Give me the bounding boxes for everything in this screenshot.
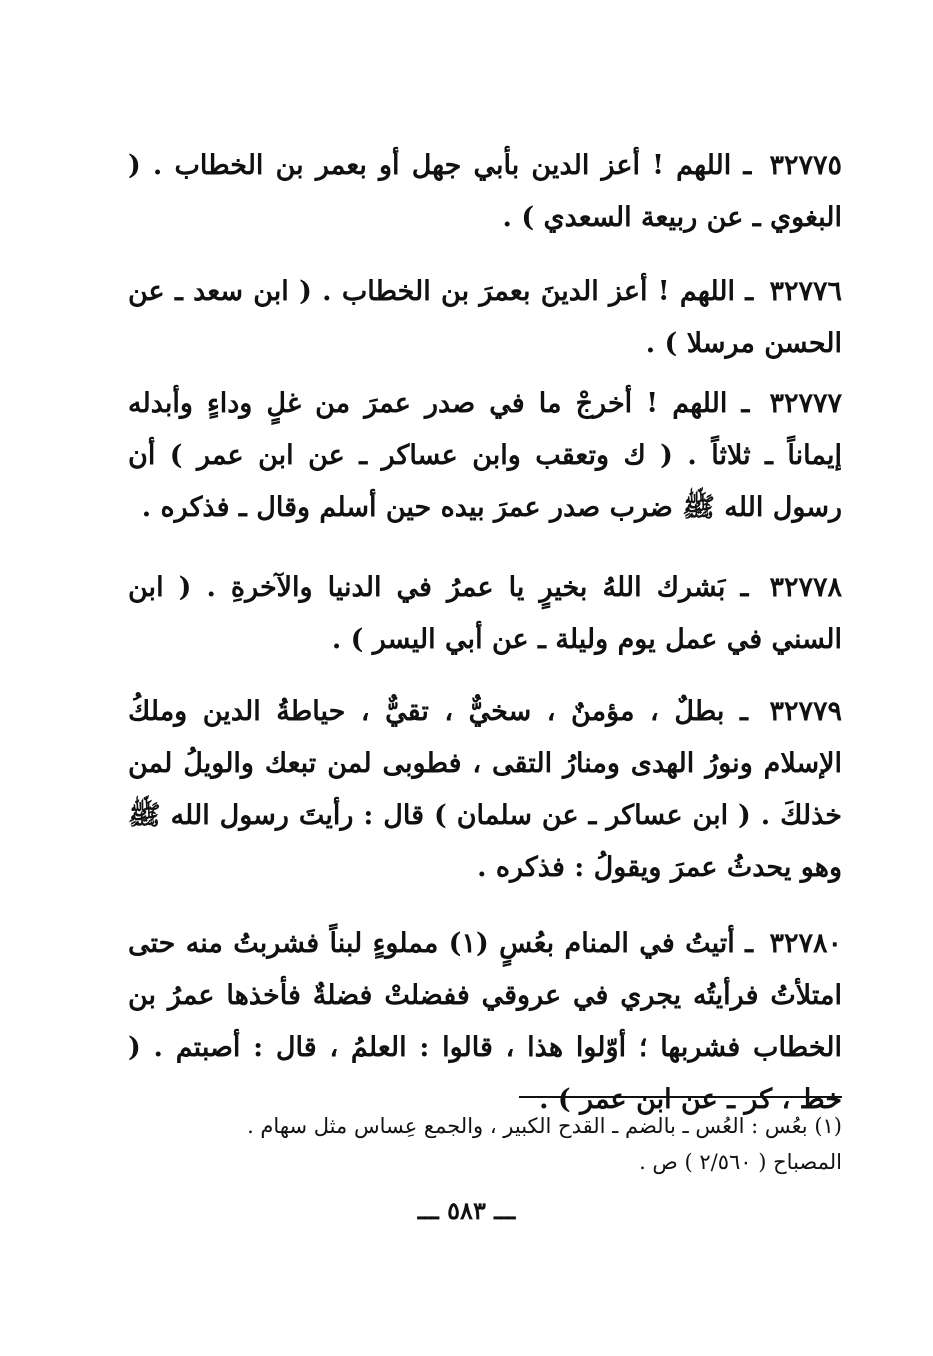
footnote-divider [519, 1096, 842, 1098]
hadith-text: ـ اللهم ! أخرجْ ما في صدر عمرَ من غلٍ وداءٍ وأبدله إيماناً ـ ثلاثاً . ( ك وتعقب وابن عساكر ـ عن ابن عمر ) أن رسول الله ﷺ ضرب صدر عمرَ بيده حين أسلم وقال ـ فذكره . [128, 388, 842, 523]
hadith-block-32780 [128, 918, 842, 1126]
hadith-number: ٣٢٧٧٨ [769, 572, 842, 603]
hadith-number: ٣٢٧٧٦ [769, 276, 842, 307]
hadith-text: ـ اللهم ! أعز الدينَ بعمرَ بن الخطاب . ( ابن سعد ـ عن الحسن مرسلا ) . [128, 276, 842, 359]
hadith-number: ٣٢٧٧٩ [769, 696, 842, 727]
page-number: ـــ ٥٨٣ ـــ [417, 1196, 516, 1225]
footnote [128, 1108, 842, 1180]
footnote-line-2: المصباح ( ٢/٥٦٠ ) ص . [639, 1150, 842, 1174]
hadith-number: ٣٢٧٨٠ [769, 928, 842, 959]
hadith-text: ـ بَشرك اللهُ بخيرٍ يا عمرُ في الدنيا والآخرةِ . ( ابن السني في عمل يوم وليلة ـ عن أبي اليسر ) . [128, 572, 842, 655]
hadith-block-32776 [128, 266, 842, 370]
hadith-block-32777 [128, 378, 842, 534]
hadith-text: ـ اللهم ! أعز الدين بأبي جهل أو بعمر بن الخطاب . ( البغوي ـ عن ربيعة السعدي ) . [128, 150, 842, 233]
hadith-text: ـ بطلٌ ، مؤمنٌ ، سخيٌّ ، تقيٌّ ، حياطةُ الدين وملكُ الإسلام ونورُ الهدى ومنارُ التقى ، فطوبى لمن تبعك والويلُ لمن خذلكَ . ( ابن عساكر ـ عن سلمان ) قال : رأيتَ رسول الله ﷺ وهو يحدثُ عمرَ ويقولُ : فذكره . [128, 696, 842, 883]
footnote-line-1: (١) بعُس : العُس ـ بالضم ـ القدح الكبير ، والجمع عِساس مثل سهام . [247, 1114, 842, 1138]
hadith-number: ٣٢٧٧٥ [769, 150, 842, 181]
hadith-block-32778 [128, 562, 842, 666]
hadith-number: ٣٢٧٧٧ [769, 388, 842, 419]
hadith-block-32779 [128, 686, 842, 894]
hadith-block-32775 [128, 140, 842, 244]
hadith-text: ـ أتيتُ في المنام بعُسٍ (١) مملوءٍ لبناً فشربتُ منه حتى امتلأتُ فرأيتُه يجري في عروقي ففضلتْ فضلةٌ فأخذها عمرُ بن الخطاب فشربها ؛ أوّلوا هذا ، قالوا : العلمُ ، قال : أصبتم . ( خط ، كر ـ عن ابن عمر ) . [128, 928, 842, 1115]
